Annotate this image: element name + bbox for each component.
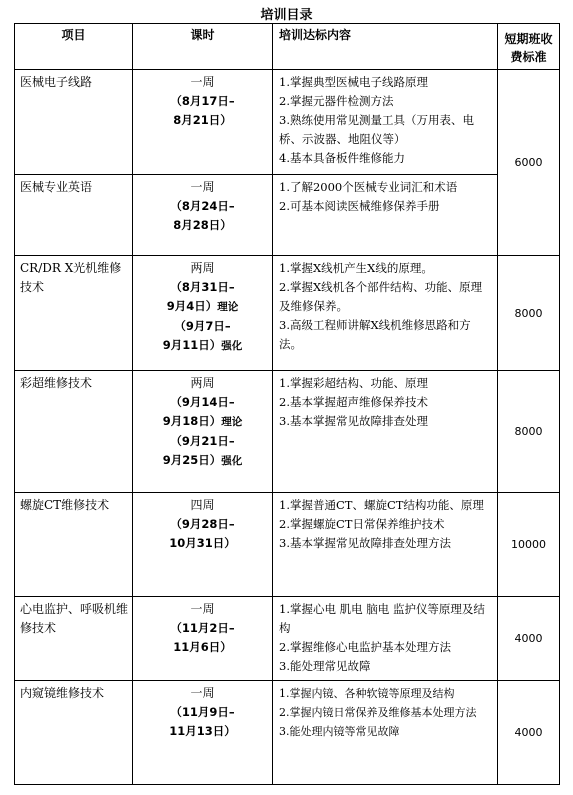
course-date: 9月25日） (162, 453, 222, 467)
course-date: （9月14日– (170, 395, 235, 409)
goal-item: 1.掌握心电 肌电 脑电 监护仪等原理及结构 (279, 602, 485, 635)
table-header-row (15, 24, 560, 70)
course-duration: 一周 (190, 602, 215, 616)
table-row (15, 175, 560, 256)
course-name: 彩超维修技术 (15, 371, 133, 493)
goal-item: 3.高级工程师讲解X线机维修思路和方法。 (279, 318, 471, 351)
goal-item: 2.基本掌握超声维修保养技术 (279, 395, 428, 409)
table-row (15, 681, 560, 785)
table-row (15, 256, 560, 371)
goal-item: 2.掌握螺旋CT日常保养维护技术 (279, 517, 445, 531)
course-date: （8月17日– (170, 94, 235, 108)
course-date: 9月4日） (166, 299, 218, 313)
header-hours: 课时 (133, 24, 273, 70)
course-date: （9月28日– (170, 517, 235, 531)
course-duration: 两周 (190, 261, 215, 275)
course-fee: 6000 (498, 70, 560, 256)
goal-item: 2.可基本阅读医械维修保养手册 (279, 199, 440, 213)
course-date: （8月31日– (170, 280, 235, 294)
page-title: 培训目录 (260, 8, 313, 23)
course-name: 医械电子线路 (15, 70, 133, 175)
goal-item: 1.掌握内镜、各种软镜等原理及结构 (279, 687, 455, 700)
course-duration: 一周 (190, 75, 215, 89)
course-goals (273, 175, 498, 256)
course-tag: 理论 (221, 416, 243, 428)
course-duration: 两周 (190, 376, 215, 390)
goal-item: 3.能处理常见故障 (279, 659, 371, 673)
course-fee: 4000 (498, 597, 560, 681)
goal-item: 2.掌握X线机各个部件结构、功能、原理及维修保养。 (279, 280, 483, 313)
course-hours (133, 681, 273, 785)
course-hours (133, 493, 273, 597)
course-date: 9月18日） (162, 414, 222, 428)
goal-item: 1.掌握X线机产生X线的原理。 (279, 261, 433, 275)
course-date: 11月13日） (169, 724, 236, 738)
catalog-table (14, 23, 560, 785)
course-goals (273, 256, 498, 371)
course-date: （9月7日– (174, 319, 231, 333)
course-goals (273, 371, 498, 493)
goal-item: 1.了解2000个医械专业词汇和术语 (279, 180, 458, 194)
course-date: 9月11日） (162, 338, 222, 352)
header-item: 项目 (15, 24, 133, 70)
table-row (15, 70, 560, 175)
course-duration: 四周 (190, 498, 215, 512)
header-goals: 培训达标内容 (273, 24, 498, 70)
course-duration: 一周 (190, 180, 215, 194)
course-name: 螺旋CT维修技术 (15, 493, 133, 597)
course-hours (133, 597, 273, 681)
goal-item: 4.基本具备板件维修能力 (279, 151, 405, 165)
course-date: （11月9日– (170, 705, 235, 719)
course-date: （11月2日– (170, 621, 235, 635)
course-tag: 强化 (221, 340, 243, 352)
goal-item: 3.能处理内镜等常见故障 (279, 725, 400, 738)
goal-item: 2.掌握元器件检测方法 (279, 94, 394, 108)
header-fee-line2: 费标准 (510, 49, 547, 64)
header-fee-line1: 短期班收 (504, 31, 553, 46)
course-hours (133, 175, 273, 256)
course-goals (273, 597, 498, 681)
goal-item: 2.掌握维修心电监护基本处理方法 (279, 640, 451, 654)
course-date: （9月21日– (170, 434, 235, 448)
course-fee: 8000 (498, 371, 560, 493)
course-date: 8月28日） (173, 218, 232, 232)
course-date: 10月31日） (169, 536, 236, 550)
course-goals (273, 70, 498, 175)
goal-item: 2.掌握内镜日常保养及维修基本处理方法 (279, 706, 477, 719)
table-row (15, 597, 560, 681)
course-hours (133, 371, 273, 493)
goal-item: 1.掌握普通CT、螺旋CT结构功能、原理 (279, 498, 484, 512)
course-name: CR/DR X光机维修技术 (15, 256, 133, 371)
course-name: 心电监护、呼吸机维修技术 (15, 597, 133, 681)
goal-item: 3.基本掌握常见故障排查处理 (279, 414, 428, 428)
goal-item: 3.熟练使用常见测量工具（万用表、电桥、示波器、地阻仪等） (279, 113, 474, 146)
course-date: 8月21日） (173, 113, 232, 127)
course-name: 内窥镜维修技术 (15, 681, 133, 785)
course-date: （8月24日– (170, 199, 235, 213)
goal-item: 1.掌握典型医械电子线路原理 (279, 75, 428, 89)
course-fee: 8000 (498, 256, 560, 371)
goal-item: 3.基本掌握常见故障排查处理方法 (279, 536, 451, 550)
table-row (15, 493, 560, 597)
goal-item: 1.掌握彩超结构、功能、原理 (279, 376, 428, 390)
header-fee (498, 24, 560, 70)
course-date: 11月6日） (173, 640, 232, 654)
course-hours (133, 70, 273, 175)
course-goals (273, 681, 498, 785)
course-goals (273, 493, 498, 597)
course-tag: 强化 (221, 455, 243, 467)
table-row (15, 371, 560, 493)
course-name: 医械专业英语 (15, 175, 133, 256)
course-duration: 一周 (190, 686, 215, 700)
course-hours (133, 256, 273, 371)
course-fee: 10000 (498, 493, 560, 597)
course-fee: 4000 (498, 681, 560, 785)
course-tag: 理论 (217, 301, 239, 313)
